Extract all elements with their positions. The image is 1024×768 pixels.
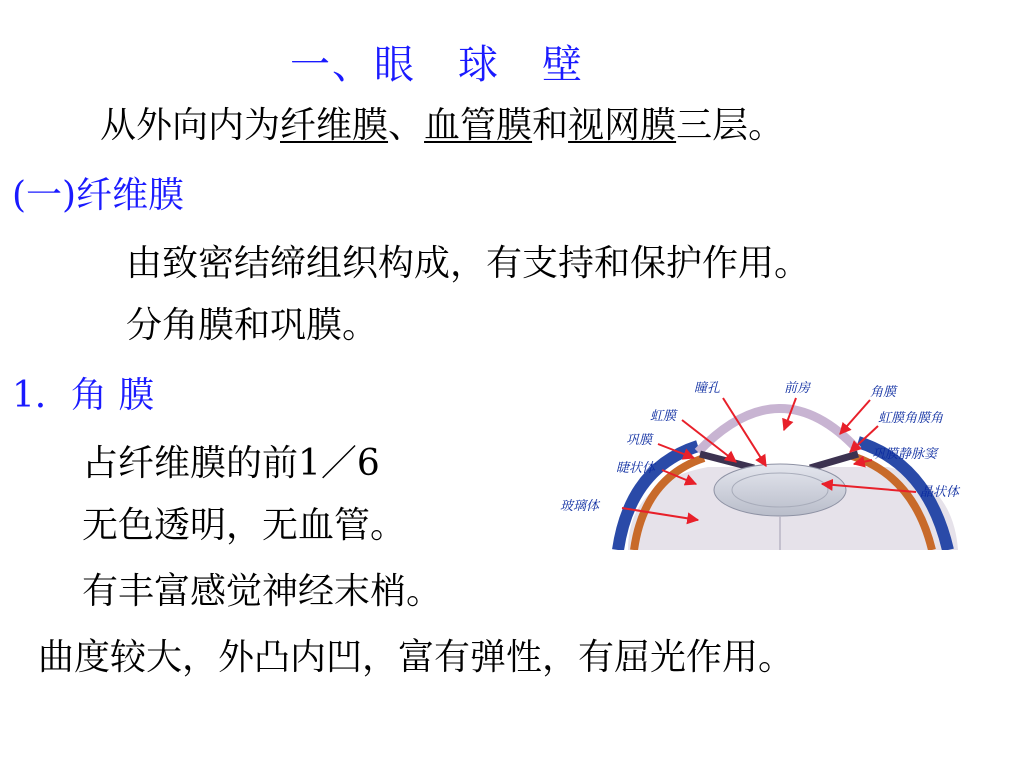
- section-line: 分角膜和巩膜。: [126, 305, 379, 346]
- intro-sep2: 和: [532, 105, 569, 146]
- cornea-point: 有丰富感觉神经末梢。: [82, 571, 443, 612]
- label-scleral-venous-sinus: 巩膜静脉窦: [872, 447, 938, 462]
- subsection-heading: 1．角 膜: [12, 375, 155, 416]
- intro-sep1: 、: [388, 105, 425, 146]
- intro-line: [100, 105, 785, 146]
- cornea-point: 占纤维膜的前1／6: [82, 443, 380, 484]
- section-line: 由致密结缔组织构成，有支持和保护作用。: [126, 243, 811, 284]
- eye-anatomy-diagram: [558, 372, 990, 550]
- label-pupil: 瞳孔: [694, 381, 721, 396]
- intro-suffix: 三层。: [676, 105, 785, 146]
- label-lens: 晶状体: [920, 485, 960, 500]
- cornea-point: 无色透明，无血管。: [82, 505, 407, 546]
- cornea-point: 曲度较大，外凸内凹，富有弹性，有屈光作用。: [38, 637, 795, 678]
- label-iridocorneal-angle: 虹膜角膜角: [878, 411, 944, 426]
- layer-vascular: 血管膜: [424, 105, 533, 146]
- intro-prefix: 从外向内为: [100, 105, 281, 146]
- label-iris: 虹膜: [650, 409, 677, 424]
- section-heading: (一)纤维膜: [12, 175, 185, 216]
- label-sclera: 巩膜: [626, 433, 653, 448]
- layer-retina: 视网膜: [568, 105, 677, 146]
- label-anterior-chamber: 前房: [784, 381, 811, 396]
- lens-shape: [714, 464, 846, 516]
- page-title: 一、眼 球 壁: [290, 42, 584, 88]
- layer-fibrous: 纤维膜: [280, 105, 389, 146]
- label-ciliary-body: 睫状体: [616, 461, 656, 476]
- label-vitreous-body: 玻璃体: [560, 499, 600, 514]
- label-cornea: 角膜: [870, 385, 897, 400]
